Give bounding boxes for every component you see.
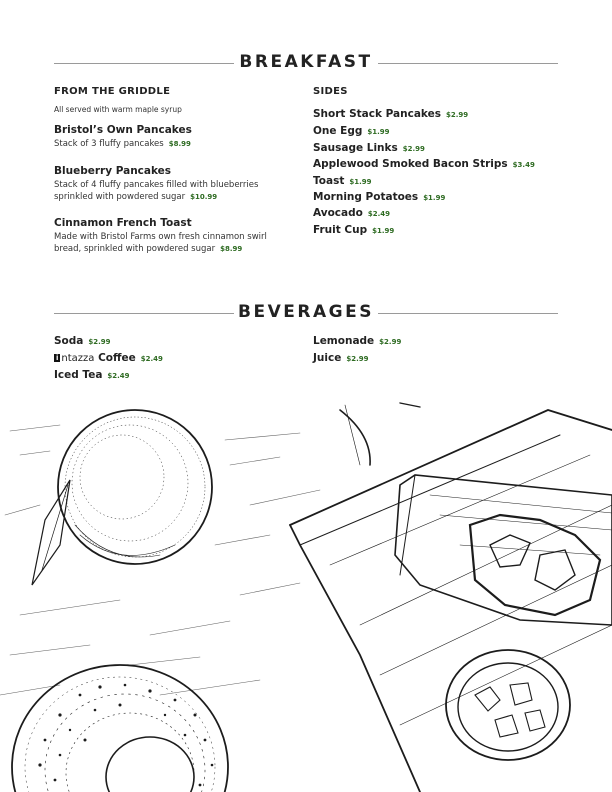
price: $3.49 (512, 161, 535, 169)
beverages-title: BEVERAGES (238, 302, 374, 322)
side-item (313, 158, 535, 170)
menu-item-name: Cinnamon French Toast (54, 217, 192, 229)
bagel-seeds (38, 684, 213, 787)
beverage-item (54, 352, 163, 364)
side-item (313, 175, 372, 187)
desc-line: Made with Bristol Farms own fresh cinnamon swirl (54, 232, 267, 242)
price: $8.99 (220, 244, 243, 253)
price: $2.99 (379, 338, 402, 346)
orange-sketch (32, 410, 212, 585)
desc-line: sprinkled with powdered sugar (54, 191, 186, 202)
item-name: Soda (54, 335, 84, 347)
item-name: Short Stack Pancakes (313, 108, 441, 120)
item-name: Fruit Cup (313, 224, 368, 236)
price: $2.49 (107, 372, 130, 380)
price: $2.99 (446, 111, 469, 119)
price: $2.99 (346, 355, 369, 363)
side-item (313, 191, 445, 203)
beverage-item (54, 335, 111, 347)
sides-heading: SIDES (313, 86, 348, 97)
menu-item-name: Blueberry Pancakes (54, 165, 172, 177)
side-item (313, 142, 425, 154)
price: $2.49 (140, 355, 163, 363)
menu-item-desc (54, 139, 191, 151)
menu-item-name: Bristol’s Own Pancakes (54, 124, 192, 136)
price: $1.99 (349, 178, 372, 186)
side-item (313, 108, 468, 120)
item-name: Applewood Smoked Bacon Strips (313, 158, 508, 170)
breakfast-title: BREAKFAST (239, 52, 373, 72)
griddle-note: All served with warm maple syrup (54, 105, 182, 114)
item-name: Iced Tea (54, 369, 103, 381)
item-name: Lemonade (313, 335, 375, 347)
sandwich-sketch (395, 475, 612, 625)
beverage-item (313, 335, 401, 347)
item-name: Avocado (313, 207, 363, 219)
item-name: Morning Potatoes (313, 191, 419, 203)
price: $2.99 (88, 338, 111, 346)
beverage-item (313, 352, 368, 364)
menu-item-desc (54, 232, 267, 255)
beverages-section-header (0, 302, 612, 326)
item-name: Sausage Links (313, 142, 398, 154)
item-name: Juice (313, 352, 342, 364)
desc-line: Stack of 3 fluffy pancakes (54, 139, 164, 149)
menu-item-desc (54, 180, 258, 203)
desc-line: bread, sprinkled with powdered sugar (54, 243, 216, 254)
price: $8.99 (168, 140, 191, 148)
beverage-item (54, 369, 130, 381)
price: $1.99 (423, 194, 446, 202)
breakfast-sketch-illustration (0, 395, 612, 792)
side-item (313, 224, 394, 236)
price: $1.99 (367, 128, 390, 136)
price: $2.99 (402, 145, 425, 153)
bagel-sketch (12, 665, 228, 792)
intazza-logo: i (56, 354, 59, 362)
item-name: One Egg (313, 125, 363, 137)
breakfast-section-header (0, 52, 612, 76)
desc-line: Stack of 4 fluffy pancakes filled with blueberries (54, 180, 259, 190)
cutting-board-sketch (290, 403, 612, 792)
item-name: Coffee (98, 352, 136, 364)
brand-name: ntazza (61, 353, 95, 364)
griddle-heading: FROM THE GRIDDLE (54, 86, 171, 97)
side-item (313, 207, 390, 219)
price: $1.99 (372, 227, 395, 235)
bowl-sketch (446, 650, 570, 760)
side-item (313, 125, 390, 137)
price: $10.99 (190, 192, 218, 201)
item-name: Toast (313, 175, 345, 187)
price: $2.49 (367, 210, 391, 218)
